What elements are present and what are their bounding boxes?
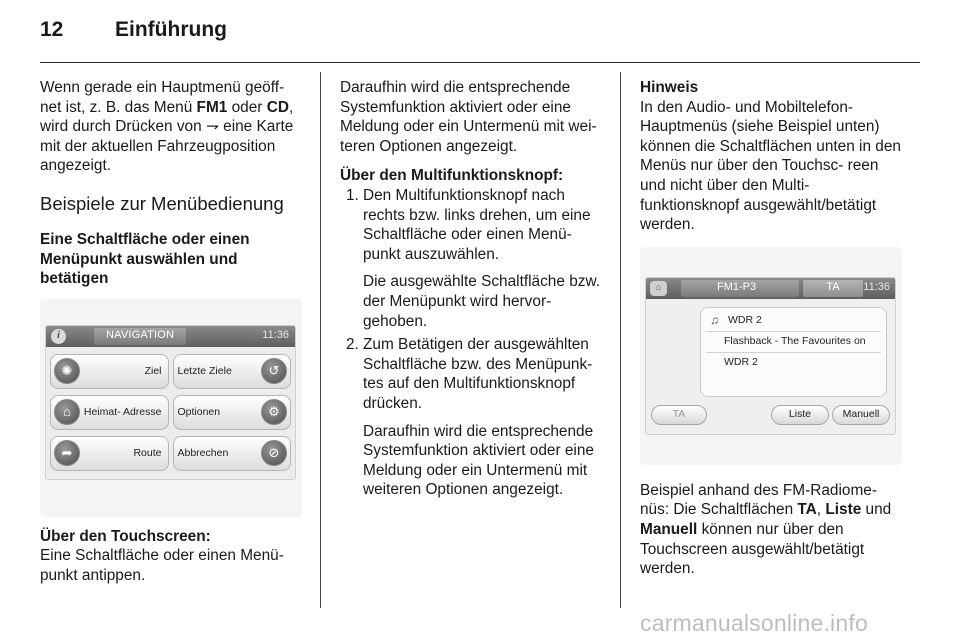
nav-title-bar <box>46 326 295 347</box>
fm-radio-illustration <box>640 247 902 465</box>
column-divider-1 <box>320 72 321 608</box>
music-note-icon: ♫ <box>710 312 719 327</box>
fm-clock: 11:36 <box>863 281 890 294</box>
history-icon: ↺ <box>261 358 287 384</box>
navigation-screen <box>45 325 296 480</box>
fm-title-bar <box>646 278 895 299</box>
fm-button-row <box>646 405 895 425</box>
nav-button-optionen: Optionen ⚙ <box>173 395 292 430</box>
cancel-icon: ⊘ <box>261 440 287 466</box>
navigation-screen-illustration <box>40 299 302 517</box>
page-header <box>40 18 227 48</box>
header-divider <box>40 62 920 63</box>
nav-title: NAVIGATION <box>94 328 186 345</box>
column-1 <box>40 78 302 586</box>
nav-clock: 11:36 <box>262 329 289 342</box>
fm-tab-preset: FM1-P3 <box>681 280 799 297</box>
compass-icon: ✺ <box>54 358 80 384</box>
page-number: 12 <box>40 18 64 41</box>
list-item: 2. Zum Betätigen der ausgewählten Schaltfläche bzw. des Menüpunk- tes auf den Multifunktionsknopf drücken. Daraufhin wird die entsprechende Systemfunktion aktiviert oder eine Meldung oder ein Untermenü mit weiteren Optionen angezeigt. <box>346 336 594 499</box>
result-paragraph: Daraufhin wird die entsprechende Systemfunktion aktiviert oder eine Meldung oder ein Untermenü mit wei- teren Optionen angezeigt. <box>340 79 597 155</box>
gears-icon: ⚙ <box>261 399 287 425</box>
ta-button: TA <box>651 405 707 425</box>
hint-text: In den Audio- und Mobiltelefon- Hauptmenüs (siehe Beispiel unten) können die Schaltflächen unten in den Menüs nur über den Touchsc- reen und nicht über den Multi- funktionsknopf ausgewählt/betätigt werden. <box>640 98 901 234</box>
touch-heading: Über den Touchscreen: <box>40 527 211 545</box>
steps-list <box>340 186 604 500</box>
column-2 <box>340 78 604 500</box>
nav-button-heimat-adresse: ⌂ Heimat- Adresse <box>50 395 169 430</box>
intro-paragraph: Wenn gerade ein Hauptmenü geöff- net ist, z. B. das Menü FM1 oder CD, wird durch Drücken von ⇁ eine Karte mit der aktuellen Fahrzeugposition angezeigt. <box>40 79 294 175</box>
back-button-icon: ⇁ <box>205 118 219 136</box>
column-divider-2 <box>620 72 621 608</box>
list-item: WDR 2 <box>724 356 758 369</box>
nav-button-ziel: ✺ Ziel <box>50 354 169 389</box>
touch-text: Eine Schaltfläche oder einen Menü- punkt antippen. <box>40 547 284 584</box>
watermark: carmanualsonline.info <box>640 610 868 636</box>
knob-heading: Über den Multifunktionsknopf: <box>340 167 564 185</box>
route-arrow-icon: ➦ <box>54 440 80 466</box>
section-heading: Beispiele zur Menübedienung <box>40 192 284 214</box>
sub-heading: Eine Schaltfläche oder einen Menüpunkt auswählen und betätigen <box>40 230 250 288</box>
fm-radio-screen <box>645 277 896 435</box>
hint-heading: Hinweis <box>640 79 699 96</box>
nav-button-route: ➦ Route <box>50 436 169 471</box>
info-icon: i <box>51 329 66 344</box>
liste-button: Liste <box>771 405 829 425</box>
fm-caption: Beispiel anhand des FM-Radiome- nüs: Die Schaltflächen TA, Liste und Manuell können nur über den Touchscreen ausgewählt/betätigt werden. <box>640 481 892 578</box>
list-item: Flashback - The Favourites on <box>706 332 881 353</box>
page-title: Einführung <box>115 18 227 41</box>
nav-button-abbrechen: Abbrechen ⊘ <box>173 436 292 471</box>
station-list <box>700 307 887 397</box>
fm-tab-ta: TA <box>803 280 863 297</box>
home-icon: ⌂ <box>650 281 667 296</box>
nav-button-letzte-ziele: Letzte Ziele ↺ <box>173 354 292 389</box>
list-item: ♫ WDR 2 <box>706 311 881 332</box>
column-3 <box>640 78 902 579</box>
list-item: 1. Den Multifunktionsknopf nach rechts bzw. links drehen, um eine Schaltfläche oder einen Menü- punkt auszuwählen. Die ausgewählte Schaltfläche bzw. der Menüpunkt wird hervor- gehoben. <box>346 186 600 330</box>
manuell-button: Manuell <box>832 405 890 425</box>
nav-button-grid <box>46 347 295 478</box>
home-icon: ⌂ <box>54 399 80 425</box>
